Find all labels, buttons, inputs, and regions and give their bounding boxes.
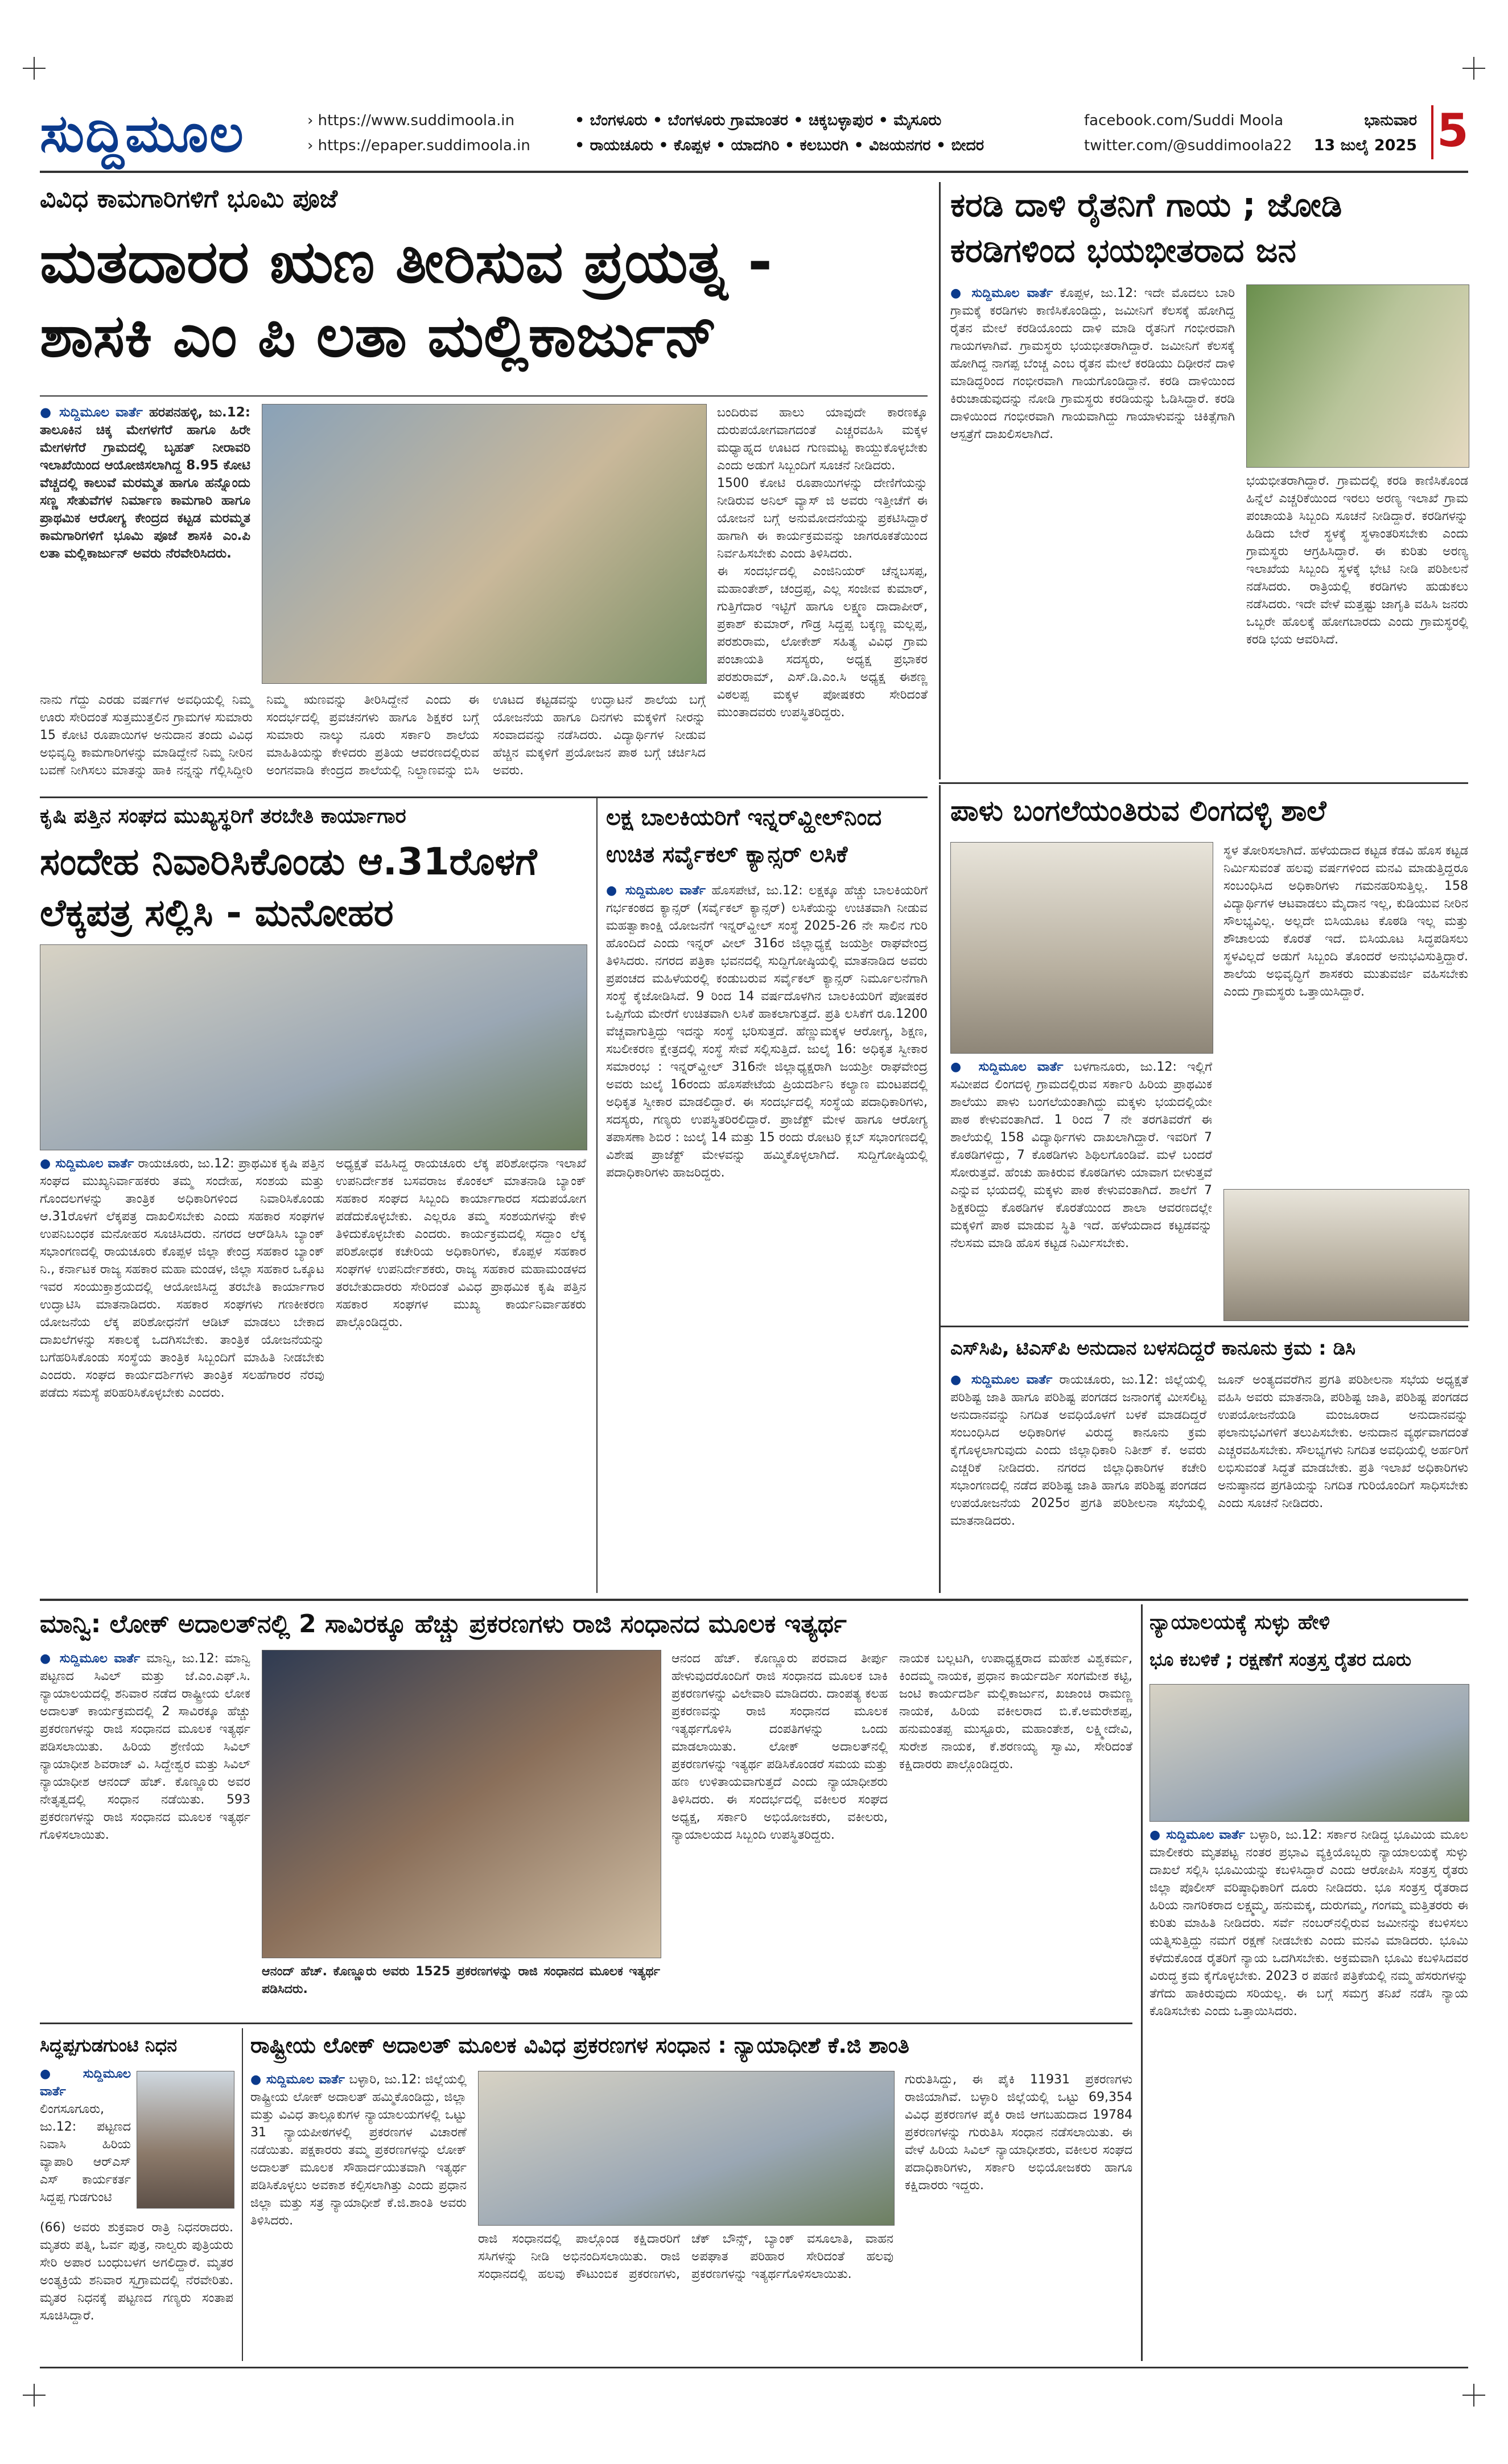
dateline: ಬಳ್ಳಾರಿ, ಜು.12: — [1245, 1828, 1322, 1842]
article-headline: ಕರಡಿ ದಾಳಿ ರೈತನಿಗೆ ಗಾಯ ; ಜೋಡಿ — [950, 185, 1342, 224]
byline: ● ಸುದ್ದಿಮೂಲ ವಾರ್ತೆ — [950, 286, 1053, 300]
article-body: ಆನಂದ ಹೆಚ್. ಕೊಣ್ಣೂರು ಪರವಾದ ತೀರ್ಪು ಹೇಳುವುದರೊಂದಿಗೆ ರಾಜಿ ಸಂಧಾನದ ಮೂಲಕ ಬಾಕಿ ಪ್ರಕರಣಗಳನ್ನು ವಿಲೇವಾರಿ ಮಾಡಿದರು. ದಾಂಪತ್ಯ ಕಲಹ ಪ್ರಕರಣವನ್ನು ರಾಜಿ ಸಂಧಾನದ ಮೂಲಕ ಇತ್ಯರ್ಥಗೊಳಿಸಿ ದಂಪತಿಗಳನ್ನು ಒಂದು ಮಾಡಲಾಯಿತು. ಲೋಕ್ ಅದಾಲತ್‌ನಲ್ಲಿ ಪ್ರಕರಣಗಳನ್ನು ಇತ್ಯರ್ಥ ಪಡಿಸಿಕೊಂಡರೆ ಸಮಯ ಮತ್ತು ಹಣ ಉಳಿತಾಯವಾಗುತ್ತದೆ ಎಂದು ನ್ಯಾಯಾಧೀಶರು ತಿಳಿಸಿದರು. ಈ ಸಂದರ್ಭದಲ್ಲಿ ವಕೀಲರ ಸಂಘದ ಅಧ್ಯಕ್ಷ, ಸರ್ಕಾರಿ ಅಭಿಯೋಜಕರು, ವಕೀಲರು, ನ್ಯಾಯಾಲಯದ ಸಿಬ್ಬಂದಿ ಉಪಸ್ಥಿತರಿದ್ದರು. — [671, 1652, 888, 1842]
column-rule — [1141, 1604, 1143, 2361]
column-rule — [939, 182, 941, 779]
article-body — [606, 882, 928, 1587]
column-rule — [242, 2028, 243, 2361]
article-headline: ರಾಷ್ಟ್ರೀಯ ಲೋಕ್ ಅದಾಲತ್ ಮೂಲಕ ವಿವಿಧ ಪ್ರಕರಣಗಳ ಸಂಧಾನ : ನ್ಯಾಯಾಧೀಶೆ ಕೆ.ಜಿ ಶಾಂತಿ — [250, 2033, 909, 2058]
dateline: ಹೊಸಪೇಟೆ, ಜು.12: — [705, 884, 803, 898]
byline: ● ಸುದ್ದಿಮೂಲ ವಾರ್ತೆ — [40, 1652, 141, 1666]
article-body — [950, 1058, 1212, 1320]
byline: ● ಸುದ್ದಿಮೂಲ ವಾರ್ತೆ — [40, 405, 143, 420]
twitter-link[interactable]: twitter.com/@suddimoola22 — [1084, 137, 1292, 154]
news-photo — [1223, 1189, 1469, 1321]
article-headline: ಭೂ ಕಬಳಿಕೆ ; ರಕ್ಷಣೆಗೆ ಸಂತ್ರಸ್ತ ರೈತರ ದೂರು — [1149, 1649, 1412, 1670]
article-body — [950, 284, 1235, 563]
masthead-rule — [40, 171, 1468, 173]
cities-line: • ರಾಯಚೂರು • ಕೊಪ್ಪಳ • ಯಾದಗಿರಿ • ಕಲಬುರಗಿ • ವಿಜಯನಗರ • ಬೀದರ — [575, 137, 984, 154]
article-body: ನಾಯಕ ಬಲ್ಲಟಗಿ, ಉಪಾಧ್ಯಕ್ಷರಾದ ಮಹೇಶ ವಿಶ್ವಕರ್ಮ, ಕಿಂದಮ್ಮ ನಾಯಕ, ಪ್ರಧಾನ ಕಾರ್ಯದರ್ಶಿ ಸಂಗಮೇಶ ಕಟ್ಟಿ, ಜಂಟಿ ಕಾರ್ಯದರ್ಶಿ ಮಲ್ಲಿಕಾರ್ಜುನ, ಖಜಾಂಚಿ ರಾಮಣ್ಣ ನಾಯಕ, ಹಿರಿಯ ವಕೀಲರಾದ ಬಿ.ಕೆ.ಅಮರೇಶಪ್ಪ, ಹನುಮಂತಪ್ಪ ಮುಸ್ಟೂರು, ಮಹಾಂತೇಶ, ಲಕ್ಷ್ಮೀದೇವಿ, ಸುರೇಶ ನಾಯಕ, ಕೆ.ಶರಣಯ್ಯ ಸ್ವಾಮಿ, ಸೇರಿದಂತೆ ಕಕ್ಷಿದಾರರು ಪಾಲ್ಗೊಂಡಿದ್ದರು. — [899, 1652, 1132, 1772]
divider — [939, 782, 1468, 784]
article-body: ಸ್ಥಳ ತೋರಿಸಲಾಗಿದೆ. ಹಳೆಯದಾದ ಕಟ್ಟಡ ಕೆಡವಿ ಹೊಸ ಕಟ್ಟಡ ನಿರ್ಮಿಸುವಂತೆ ಹಲವು ವರ್ಷಗಳಿಂದ ಮನವಿ ಮಾಡುತ್ತಿದ್ದರೂ ಸಂಬಂಧಿಸಿದ ಅಧಿಕಾರಿಗಳು ಗಮನಹರಿಸುತ್ತಿಲ್ಲ. 158 ವಿದ್ಯಾರ್ಥಿಗಳ ಆಟವಾಡಲು ಮೈದಾನ ಇಲ್ಲ, ಕುಡಿಯುವ ನೀರಿನ ಸೌಲಭ್ಯವಿಲ್ಲ. ಅಲ್ಲದೇ ಬಿಸಿಯೂಟ ಕೊಠಡಿ ಇಲ್ಲ ಮತ್ತು ಶೌಚಾಲಯ ಕೊರತೆ ಇದೆ. ಬಿಸಿಯೂಟ ಸಿದ್ಧಪಡಿಸಲು ಸ್ಥಳವಿಲ್ಲದೆ ಅಡುಗೆ ಸಿಬ್ಬಂದಿ ತೊಂದರೆ ಅನುಭವಿಸುತ್ತಿದ್ದಾರೆ. ಶಾಲೆಯ ಅಭಿವೃದ್ಧಿಗೆ ಶಾಸಕರು ಮುತುವರ್ಜಿ ವಹಿಸಬೇಕು ಎಂದು ಗ್ರಾಮಸ್ಥರು ಒತ್ತಾಯಿಸಿದ್ದಾರೆ. — [1223, 844, 1468, 999]
article-kicker: ಕೃಷಿ ಪತ್ತಿನ ಸಂಘದ ಮುಖ್ಯಸ್ಥರಿಗೆ ತರಬೇತಿ ಕಾರ್ಯಾಗಾರ — [40, 804, 406, 828]
masthead-logo: ಸುದ್ದಿಮೂಲ — [40, 103, 245, 164]
article-headline: ಮತದಾರರ ಋಣ ತೀರಿಸುವ ಪ್ರಯತ್ನ - — [40, 227, 773, 296]
article-body — [250, 2071, 467, 2361]
byline: ● ಸುದ್ದಿಮೂಲ ವಾರ್ತೆ — [250, 2073, 345, 2087]
article-body: ನಾನು ಗೆದ್ದು ಎರಡು ವರ್ಷಗಳ ಅವಧಿಯಲ್ಲಿ ನಿಮ್ಮ ಊರು ಸೇರಿದಂತೆ ಸುತ್ತಮುತ್ತಲಿನ ಗ್ರಾಮಗಳ ಸುಮಾರು 15 ಕೋಟಿ ರೂಪಾಯಿಗಳ ಅನುದಾನ ತಂದು ವಿವಿಧ ಅಭಿವೃದ್ಧಿ ಕಾಮಗಾರಿಗಳನ್ನು ಮಾಡಿದ್ದೇನೆ ನಿಮ್ಮ ನೀರಿನ ಬವಣೆ ನೀಗಿಸಲು ಮಾತನ್ನು ಹಾಕಿ ನನ್ನನ್ನು ಗೆಲ್ಲಿಸಿದ್ದೀರಿ ನಿಮ್ಮ ಋಣವನ್ನು ತೀರಿಸಿದ್ದೇನೆ ಎಂದು ಈ ಸಂದರ್ಭದಲ್ಲಿ ಪ್ರವಚನಗಳು ಹಾಗೂ ಶಿಕ್ಷಕರ ಬಗ್ಗೆ ಸುಮಾರು ನಾಲ್ಕು ನೂರು ಸರ್ಕಾರಿ ಶಾಲೆಯ ಮಾಹಿತಿಯನ್ನು ಕೇಳಿದರು ಪ್ರತಿಯ ಆವರಣದಲ್ಲಿರುವ ಅಂಗನವಾಡಿ ಕೇಂದ್ರದ ಶಾಲೆಯಲ್ಲಿ ನಿಲ್ದಾಣವನ್ನು ಬಿಸಿ ಊಟದ ಕಟ್ಟಡವನ್ನು ಉದ್ಘಾಟನೆ ಶಾಲೆಯ ಬಗ್ಗೆ ಯೋಜನೆಯ ಹಾಗೂ ದಿನಗಳು ಮಕ್ಕಳಿಗೆ ನೀರನ್ನು ಸಂವಾದವನ್ನು ನಡೆಸಿದರು. ವಿದ್ಯಾರ್ಥಿಗಳ ನೀಡುವ ಹೆಚ್ಚಿನ ಮಕ್ಕಳಿಗೆ ಪ್ರಯೋಜನ ಪಾಠ ಬಗ್ಗೆ ಚರ್ಚಿಸಿದ ಅವರು. — [40, 693, 706, 778]
body-text: ಇಲ್ಲಿಗೆ ಸಮೀಪದ ಲಿಂಗದಳ್ಳಿ ಗ್ರಾಮದಲ್ಲಿರುವ ಸರ್ಕಾರಿ ಹಿರಿಯ ಪ್ರಾಥಮಿಕ ಶಾಲೆಯು ಪಾಳು ಬಂಗಲೆಯಂತಾಗಿದ್ದು ಮಕ್ಕಳು ಭಯದಲ್ಲಿಯೇ ಪಾಠ ಕೇಳುವಂತಾಗಿದೆ. 1 ರಿಂದ 7 ನೇ ತರಗತಿವರೆಗೆ ಈ ಶಾಲೆಯಲ್ಲಿ 158 ವಿದ್ಯಾರ್ಥಿಗಳು ದಾಖಲಾಗಿದ್ದಾರೆ. ಇವರಿಗೆ 7 ಕೊಠಡಿಗಳಿದ್ದು, 7 ಕೊಠಡಿಗಳು ಶಿಥಿಲಗೊಂಡಿವೆ. ಮಳೆ ಬಂದರೆ ಸೋರುತ್ತವೆ. ಹೆಂಚು ಹಾಕಿರುವ ಕೊಠಡಿಗಳು ಯಾವಾಗ ಬೀಳುತ್ತವೆ ಎನ್ನುವ ಭಯದಲ್ಲಿ ಮಕ್ಕಳು ಪಾಠ ಕೇಳುವಂತಾಗಿದೆ. ಶಾಲೆಗೆ 7 ಶಿಕ್ಷಕರಿದ್ದು ಕೊಠಡಿಗಳ ಕೊರತೆಯಿಂದ ಶಾಲಾ ಆವರಣದಲ್ಲೇ ಮಕ್ಕಳಿಗೆ ಪಾಠ ಮಾಡುವ ಸ್ಥಿತಿ ಇದೆ. ಹಳೆಯದಾದ ಕಟ್ಟಡವನ್ನು ನೆಲಸಮ ಮಾಡಿ ಹೊಸ ಕಟ್ಟಡ ನಿರ್ಮಿಸಬೇಕು. — [950, 1060, 1212, 1250]
registration-mark — [1462, 57, 1485, 80]
news-photo — [1149, 1684, 1469, 1822]
body-text: ಪ್ರಾಥಮಿಕ ಕೃಷಿ ಪತ್ತಿನ ಸಂಘದ ಮುಖ್ಯನಿರ್ವಾಹಕರು ತಮ್ಮ ಸಂದೇಹ, ಸಂಶಯ ಮತ್ತು ಗೊಂದಲಗಳನ್ನು ತಾಂತ್ರಿಕ ಅಧಿಕಾರಿಗಳಿಂದ ನಿವಾರಿಸಿಕೊಂಡು ಆ.31ರೊಳಗೆ ಲೆಕ್ಕಪತ್ರ ದಾಖಲಿಸಬೇಕು ಎಂದು ಸಹಕಾರ ಸಂಘಗಳ ಉಪನಿಬಂಧಕ ಮನೋಹರ ಸೂಚಿಸಿದರು. ನಗರದ ಆರ್‌ಡಿಸಿಸಿ ಬ್ಯಾಂಕ್ ಸಭಾಂಗಣದಲ್ಲಿ ರಾಯಚೂರು ಕೊಪ್ಪಳ ಜಿಲ್ಲಾ ಕೇಂದ್ರ ಸಹಕಾರ ಬ್ಯಾಂಕ್ ನಿ., ಕರ್ನಾಟಕ ರಾಜ್ಯ ಸಹಕಾರ ಮಹಾ ಮಂಡಳ, ಜಿಲ್ಲಾ ಸಹಕಾರ ಒಕ್ಕೂಟ ಇವರ ಸಂಯುಕ್ತಾಶ್ರಯದಲ್ಲಿ ಆಯೋಜಿಸಿದ್ದ ತರಬೇತಿ ಕಾರ್ಯಾಗಾರ ಉದ್ಘಾಟಿಸಿ ಮಾತನಾಡಿದರು. ಸಹಕಾರ ಸಂಘಗಳು ಗಣಕೀಕರಣ ಯೋಜನೆಯ ಲೆಕ್ಕ ಪರಿಶೋಧನೆಗೆ ಆಡಿಟ್ ಮಾಡಲು ಬೇಕಾದ ದಾಖಲೆಗಳನ್ನು ಸಕಾಲಕ್ಕೆ ಒದಗಿಸಬೇಕು. ತಾಂತ್ರಿಕ ಯೋಜನೆಯನ್ನು ಬಗೆಹರಿಸಿಕೊಂಡು ಸಂಸ್ಥೆಯ ತಾಂತ್ರಿಕ ಸಿಬ್ಬಂದಿಗೆ ಮಾಹಿತಿ ನೀಡಬೇಕು ಎಂದರು. ಸಂಘದ ಕಾರ್ಯದರ್ಶಿಗಳು ತಾಂತ್ರಿಕ ಸಲಹೆಗಾರರ ನೆರವು ಪಡೆದು ಸಮಸ್ಯೆ ಪರಿಹರಿಸಿಕೊಳ್ಳಬೇಕು ಎಂದರು. — [40, 1157, 324, 1400]
dateline: ಕೊಪ್ಪಳ, ಜು.12: — [1053, 286, 1138, 300]
date-label: 13 ಜುಲೈ 2025 — [1313, 137, 1417, 154]
lead-text: ತಾಲೂಕಿನ ಚಿಕ್ಕ ಮೇಗಳಗೆರೆ ಹಾಗೂ ಹಿರೇ ಮೇಗಳಗೆರೆ ಗ್ರಾಮದಲ್ಲಿ ಬೃಹತ್ ನೀರಾವರಿ ಇಲಾಖೆಯಿಂದ ಆಯೋಜಿಸಲಾಗಿದ್ದ 8.95 ಕೋಟಿ ವೆಚ್ಚದಲ್ಲಿ ಕಾಲುವೆ ಮರಮ್ಮತ ಹಾಗೂ ಹನ್ನೊಂದು ಸಣ್ಣ ಸೇತುವೆಗಳ ನಿರ್ಮಾಣ ಕಾಮಗಾರಿ ಹಾಗೂ ಪ್ರಾಥಮಿಕ ಆರೋಗ್ಯ ಕೇಂದ್ರದ ಕಟ್ಟಡ ಮರಮ್ಮತ ಕಾಮಗಾರಿಗಳಿಗೆ ಭೂಮಿ ಪೂಜೆ ಶಾಸಕಿ ಎಂ.ಪಿ ಲತಾ ಮಲ್ಲಿಕಾರ್ಜುನ್ ಅವರು ನೆರವೇರಿಸಿದರು. — [40, 423, 250, 561]
article-body: ಭಯಭೀತರಾಗಿದ್ದಾರೆ. ಗ್ರಾಮದಲ್ಲಿ ಕರಡಿ ಕಾಣಿಸಿಕೊಂಡ ಹಿನ್ನೆಲೆ ಎಚ್ಚರಿಕೆಯಿಂದ ಇರಲು ಅರಣ್ಯ ಇಲಾಖೆ ಗ್ರಾಮ ಪಂಚಾಯತಿ ಸಿಬ್ಬಂದಿ ಸೂಚನೆ ನೀಡಿದ್ದಾರೆ. ಕರಡಿಗಳನ್ನು ಹಿಡಿದು ಬೇರೆ ಸ್ಥಳಕ್ಕೆ ಸ್ಥಳಾಂತರಿಸಬೇಕು ಎಂದು ಗ್ರಾಮಸ್ಥರು ಆಗ್ರಹಿಸಿದ್ದಾರೆ. ಈ ಕುರಿತು ಅರಣ್ಯ ಇಲಾಖೆಯ ಸಿಬ್ಬಂದಿ ಸ್ಥಳಕ್ಕೆ ಭೇಟಿ ನೀಡಿ ಪರಿಶೀಲನೆ ನಡೆಸಿದರು. ರಾತ್ರಿಯಲ್ಲಿ ಕರಡಿಗಳು ಹುಡುಕಲು ನಡೆಸಿದರು. ಇದೇ ವೇಳೆ ಮತ್ತಷ್ಟು ಜಾಗೃತಿ ವಹಿಸಿ ಜನರು ಒಬ್ಬರೇ ಹೊಲಕ್ಕೆ ಹೋಗಬಾರದು ಎಂದು ಗ್ರಾಮಸ್ಥರಲ್ಲಿ ಕರಡಿ ಭಯ ಆವರಿಸಿದೆ. — [1246, 474, 1468, 647]
epaper-link[interactable]: › https://epaper.suddimoola.in — [307, 137, 530, 154]
article-headline: ಎಸ್‌ಸಿಪಿ, ಟಿಎಸ್‌ಪಿ ಅನುದಾನ ಬಳಸದಿದ್ದರೆ ಕಾನೂನು ಕ್ರಮ : ಡಿಸಿ — [950, 1337, 1356, 1360]
article-headline: ಕರಡಿಗಳಿಂದ ಭಯಭೀತರಾದ ಜನ — [950, 231, 1296, 270]
article-body — [1149, 1826, 1468, 2361]
registration-mark — [1462, 2384, 1485, 2407]
article-body: ಗುರುತಿಸಿದ್ದು, ಈ ಪೈಕಿ 11931 ಪ್ರಕರಣಗಳು ರಾಜಿಯಾಗಿವೆ. ಬಳ್ಳಾರಿ ಜಿಲ್ಲೆಯಲ್ಲಿ ಒಟ್ಟು 69,354 ವಿವಿಧ ಪ್ರಕರಣಗಳ ಪೈಕಿ ರಾಜಿ ಆಗಬಹುದಾದ 19784 ಪ್ರಕರಣಗಳನ್ನು ಗುರುತಿಸಿ ಸಂಧಾನ ನಡೆಸಲಾಯಿತು. ಈ ವೇಳೆ ಹಿರಿಯ ಸಿವಿಲ್ ನ್ಯಾಯಾಧೀಶರು, ವಕೀಲರ ಸಂಘದ ಪದಾಧಿಕಾರಿಗಳು, ಸರ್ಕಾರಿ ಅಭಿಯೋಜಕರು ಹಾಗೂ ಕಕ್ಷಿದಾರರು ಇದ್ದರು. — [905, 2073, 1132, 2193]
news-photo — [262, 404, 707, 684]
news-photo — [1246, 284, 1469, 468]
byline: ● ಸುದ್ದಿಮೂಲ ವಾರ್ತೆ — [40, 2067, 131, 2099]
dateline: ಮಾನ್ವಿ, ಜು.12: — [140, 1652, 219, 1666]
photo-caption: ಆನಂದ್ ಹೆಚ್. ಕೊಣ್ಣೂರು ಅವರು 1525 ಪ್ರಕರಣಗಳನ್ನು ರಾಜಿ ಸಂಧಾನದ ಮೂಲಕ ಇತ್ಯರ್ಥ ಪಡಿಸಿದರು. — [262, 1964, 660, 1996]
body-text: ಮಾನ್ವಿ ಪಟ್ಟಣದ ಸಿವಿಲ್ ಮತ್ತು ಜೆ.ಎಂ.ಎಫ್.ಸಿ. ನ್ಯಾಯಾಲಯದಲ್ಲಿ ಶನಿವಾರ ನಡೆದ ರಾಷ್ಟ್ರೀಯ ಲೋಕ ಅದಾಲತ್ ಕಾರ್ಯಕ್ರಮದಲ್ಲಿ 2 ಸಾವಿರಕ್ಕೂ ಹೆಚ್ಚು ಪ್ರಕರಣಗಳನ್ನು ರಾಜಿ ಸಂಧಾನದ ಮೂಲಕ ಇತ್ಯರ್ಥ ಪಡಿಸಲಾಯಿತು. ಹಿರಿಯ ಶ್ರೇಣಿಯ ಸಿವಿಲ್ ನ್ಯಾಯಾಧೀಶ ಶಿವರಾಜ್ ವಿ. ಸಿದ್ದೇಶ್ವರ ಮತ್ತು ಸಿವಿಲ್ ನ್ಯಾಯಾಧೀಶ ಆನಂದ್ ಹೆಚ್. ಕೊಣ್ಣೂರು ಅವರ ನೇತೃತ್ವದಲ್ಲಿ ಸಂಧಾನ ನಡೆಯಿತು. 593 ಪ್ರಕರಣಗಳನ್ನು ರಾಜಿ ಸಂಧಾನದ ಮೂಲಕ ಇತ್ಯರ್ಥ ಗೊಳಿಸಲಾಯಿತು. — [40, 1652, 250, 1842]
article-body: (66) ಅವರು ಶುಕ್ರವಾರ ರಾತ್ರಿ ನಿಧನರಾದರು. ಮೃತರು ಪತ್ನಿ, ಓರ್ವ ಪುತ್ರ, ನಾಲ್ವರು ಪುತ್ರಿಯರು ಸೇರಿ ಅಪಾರ ಬಂಧುಬಳಗ ಅಗಲಿದ್ದಾರೆ. ಮೃತರ ಅಂತ್ಯಕ್ರಿಯೆ ಶನಿವಾರ ಸ್ವಗ್ರಾಮದಲ್ಲಿ ನೆರವೇರಿತು. ಮೃತರ ನಿಧನಕ್ಕೆ ಪಟ್ಟಣದ ಗಣ್ಯರು ಸಂತಾಪ ಸೂಚಿಸಿದ್ದಾರೆ. — [40, 2221, 233, 2323]
cities-line: • ಬೆಂಗಳೂರು • ಬೆಂಗಳೂರು ಗ್ರಾಮಾಂತರ • ಚಿಕ್ಕಬಳ್ಳಾಪುರ • ಮೈಸೂರು — [575, 112, 942, 129]
website-link[interactable]: › https://www.suddimoola.in — [307, 112, 515, 129]
article-body — [40, 1155, 324, 1587]
body-text: ಜಿಲ್ಲೆಯಲ್ಲಿ ರಾಷ್ಟ್ರೀಯ ಲೋಕ್ ಅದಾಲತ್ ಹಮ್ಮಿಕೊಂಡಿದ್ದು, ಜಿಲ್ಲಾ ಮತ್ತು ವಿವಿಧ ತಾಲ್ಲೂಕುಗಳ ನ್ಯಾಯಾಲಯಗಳಲ್ಲಿ ಒಟ್ಟು 31 ನ್ಯಾಯಪೀಠಗಳಲ್ಲಿ ಪ್ರಕರಣಗಳ ವಿಚಾರಣೆ ನಡೆಯಿತು. ಪಕ್ಷಕಾರರು ತಮ್ಮ ಪ್ರಕರಣಗಳನ್ನು ಲೋಕ್ ಅದಾಲತ್ ಮೂಲಕ ಸೌಹಾರ್ದಯುತವಾಗಿ ಇತ್ಯರ್ಥ ಪಡಿಸಿಕೊಳ್ಳಲು ಅವಕಾಶ ಕಲ್ಪಿಸಲಾಗಿತ್ತು ಎಂದು ಪ್ರಧಾನ ಜಿಲ್ಲಾ ಮತ್ತು ಸತ್ರ ನ್ಯಾಯಾಧೀಶೆ ಕೆ.ಜಿ.ಶಾಂತಿ ಅವರು ತಿಳಿಸಿದರು. — [250, 2073, 467, 2228]
page-bottom-rule — [40, 2367, 1468, 2368]
portrait-photo — [137, 2071, 234, 2209]
body-text: ಜಿಲ್ಲೆಯಲ್ಲಿ ಪರಿಶಿಷ್ಟ ಜಾತಿ ಹಾಗೂ ಪರಿಶಿಷ್ಟ ಪಂಗಡದ ಜನಾಂಗಕ್ಕೆ ಮೀಸಲಿಟ್ಟ ಅನುದಾನವನ್ನು ನಿಗದಿತ ಅವಧಿಯೊಳಗೆ ಬಳಕೆ ಮಾಡದಿದ್ದರೆ ಸಂಬಂಧಿಸಿದ ಅಧಿಕಾರಿಗಳ ವಿರುದ್ಧ ಕಾನೂನು ಕ್ರಮ ಕೈಗೊಳ್ಳಲಾಗುವುದು ಎಂದು ಜಿಲ್ಲಾಧಿಕಾರಿ ನಿತೀಶ್ ಕೆ. ಅವರು ಎಚ್ಚರಿಕೆ ನೀಡಿದರು. ನಗರದ ಜಿಲ್ಲಾಧಿಕಾರಿಗಳ ಕಚೇರಿ ಸಭಾಂಗಣದಲ್ಲಿ ನಡೆದ ಪರಿಶಿಷ್ಟ ಜಾತಿ ಹಾಗೂ ಪರಿಶಿಷ್ಟ ಪಂಗಡದ ಉಪಯೋಜನೆಯ 2025ರ ಪ್ರಗತಿ ಪರಿಶೀಲನಾ ಸಭೆಯಲ್ಲಿ ಮಾತನಾಡಿದರು. — [950, 1373, 1206, 1528]
divider — [40, 796, 928, 798]
masthead-cities — [575, 108, 984, 158]
article-headline: ಲೆಕ್ಕಪತ್ರ ಸಲ್ಲಿಸಿ - ಮನೋಹರ — [40, 891, 394, 935]
facebook-link[interactable]: facebook.com/Suddi Moola — [1084, 112, 1284, 129]
news-photo — [40, 944, 587, 1150]
divider — [939, 1326, 1468, 1327]
column-rule — [596, 796, 598, 1593]
news-photo — [478, 2071, 895, 2226]
article-body: ಜೂನ್ ಅಂತ್ಯದವರೆಗಿನ ಪ್ರಗತಿ ಪರಿಶೀಲನಾ ಸಭೆಯ ಅಧ್ಯಕ್ಷತೆ ವಹಿಸಿ ಅವರು ಮಾತನಾಡಿ, ಪರಿಶಿಷ್ಟ ಜಾತಿ, ಪರಿಶಿಷ್ಟ ಪಂಗಡದ ಉಪಯೋಜನೆಯಡಿ ಮಂಜೂರಾದ ಅನುದಾನವನ್ನು ಫಲಾನುಭವಿಗಳಿಗೆ ತಲುಪಿಸಬೇಕು. ಅನುದಾನ ವ್ಯರ್ಥವಾಗದಂತೆ ಎಚ್ಚರವಹಿಸಬೇಕು. ಸೌಲಭ್ಯಗಳು ನಿಗದಿತ ಅವಧಿಯಲ್ಲಿ ಅರ್ಹರಿಗೆ ಲಭಿಸುವಂತೆ ಸಿದ್ಧತೆ ಮಾಡಬೇಕು. ಪ್ರತಿ ಇಲಾಖೆ ಅಧಿಕಾರಿಗಳು ಅನುಷ್ಠಾನದ ಪ್ರಗತಿಯನ್ನು ನಿಗದಿತ ಗುರಿಯೊಂದಿಗೆ ಸಾಧಿಸಬೇಕು ಎಂದು ಸೂಚನೆ ನೀಡಿದರು. — [1218, 1373, 1468, 1510]
article-headline: ಪಾಳು ಬಂಗಲೆಯಂತಿರುವ ಲಿಂಗದಳ್ಳಿ ಶಾಲೆ — [950, 794, 1326, 827]
article-body — [40, 2065, 131, 2219]
body-text: ಲಕ್ಷಕ್ಕೂ ಹೆಚ್ಚು ಬಾಲಕಿಯರಿಗೆ ಗರ್ಭಕಂಠದ ಕ್ಯಾನ್ಸರ್ (ಸರ್ವೈಕಲ್ ಕ್ಯಾನ್ಸರ್) ಲಸಿಕೆಯನ್ನು ಉಚಿತವಾಗಿ ನೀಡುವ ಮಹತ್ವಾಕಾಂಕ್ಷಿ ಯೋಜನೆಗೆ ಇನ್ನರ್‌ವ್ಹೀಲ್ ಸಂಸ್ಥೆ 2025-26 ನೇ ಸಾಲಿನ ಗುರಿ ಹೊಂದಿದೆ ಎಂದು ಇನ್ನರ್ ವೀಲ್ 316ರ ಜಿಲ್ಲಾಧ್ಯಕ್ಷೆ ಜಯಶ್ರೀ ರಾಘವೇಂದ್ರ ತಿಳಿಸಿದರು. ನಗರದ ಪತ್ರಿಕಾ ಭವನದಲ್ಲಿ ಸುದ್ದಿಗೋಷ್ಠಿಯಲ್ಲಿ ಮಾತನಾಡಿದ ಅವರು ಪ್ರಪಂಚದ ಮಹಿಳೆಯರಲ್ಲಿ ಕಂಡುಬರುವ ಸರ್ವೈಕಲ್ ಕ್ಯಾನ್ಸರ್ ನಿರ್ಮೂಲನೆಗಾಗಿ ಸಂಸ್ಥೆ ಕೈಜೋಡಿಸಿದೆ. 9 ರಿಂದ 14 ವರ್ಷದೊಳಗಿನ ಬಾಲಕಿಯರಿಗೆ ಪೋಷಕರ ಒಪ್ಪಿಗೆಯ ಮೇರೆಗೆ ಉಚಿತವಾಗಿ ಲಸಿಕೆ ಹಾಕಲಾಗುತ್ತದೆ. ಪ್ರತಿ ಲಸಿಕೆಗೆ ರೂ.1200 ವೆಚ್ಚವಾಗುತ್ತಿದ್ದು ಇದನ್ನು ಸಂಸ್ಥೆ ಭರಿಸುತ್ತದೆ. ಹೆಣ್ಣುಮಕ್ಕಳ ಆರೋಗ್ಯ, ಶಿಕ್ಷಣ, ಸಬಲೀಕರಣ ಕ್ಷೇತ್ರದಲ್ಲಿ ಸಂಸ್ಥೆ ಸೇವೆ ಸಲ್ಲಿಸುತ್ತಿದೆ. ಜುಲೈ 16: ಅಧಿಕೃತ ಸ್ವೀಕಾರ ಸಮಾರಂಭ : ಇನ್ನರ್‌ವ್ಹೀಲ್ 316ನೇ ಜಿಲ್ಲಾಧ್ಯಕ್ಷರಾಗಿ ಜಯಶ್ರೀ ರಾಘವೇಂದ್ರ ಅವರು ಜುಲೈ 16ರಂದು ಹೊಸಪೇಟೆಯ ಪ್ರಿಯದರ್ಶಿನಿ ಕಲ್ಯಾಣ ಮಂಟಪದಲ್ಲಿ ಅಧಿಕೃತ ಸ್ವೀಕಾರ ಮಾಡಲಿದ್ದಾರೆ. ಈ ಸಂದರ್ಭದಲ್ಲಿ ಸಂಸ್ಥೆಯ ಪದಾಧಿಕಾರಿಗಳು, ಸದಸ್ಯರು, ಗಣ್ಯರು ಉಪಸ್ಥಿತರಿರಲಿದ್ದಾರೆ. ಪ್ರಾಜೆಕ್ಟ್ ಮೇಳ ಹಾಗೂ ಆರೋಗ್ಯ ತಪಾಸಣಾ ಶಿಬಿರ : ಜುಲೈ 14 ಮತ್ತು 15 ರಂದು ರೋಟರಿ ಕ್ಲಬ್ ಸಭಾಂಗಣದಲ್ಲಿ ವಿಶೇಷ ಪ್ರಾಜೆಕ್ಟ್ ಮೇಳವನ್ನು ಹಮ್ಮಿಕೊಳ್ಳಲಾಗಿದೆ. ಸುದ್ದಿಗೋಷ್ಠಿಯಲ್ಲಿ ಪದಾಧಿಕಾರಿಗಳು ಹಾಜರಿದ್ದರು. — [606, 884, 928, 1180]
byline: ● ಸುದ್ದಿಮೂಲ ವಾರ್ತೆ — [1149, 1828, 1246, 1842]
article-body — [950, 1371, 1206, 1593]
byline: ● ಸುದ್ದಿಮೂಲ ವಾರ್ತೆ — [606, 884, 706, 898]
masthead-urls — [307, 108, 530, 158]
registration-mark — [23, 57, 46, 80]
day-label: ಭಾನುವಾರ — [1364, 112, 1417, 129]
byline: ● ಸುದ್ದಿಮೂಲ ವಾರ್ತೆ — [40, 1157, 134, 1171]
article-headline: ಶಾಸಕಿ ಎಂ ಪಿ ಲತಾ ಮಲ್ಲಿಕಾರ್ಜುನ್ — [40, 301, 718, 370]
article-headline: ಸಿದ್ಧಪ್ಪಗುಡಗುಂಟಿ ನಿಧನ — [40, 2034, 178, 2056]
article-headline: ಉಚಿತ ಸರ್ವೈಕಲ್ ಕ್ಯಾನ್ಸರ್ ಲಸಿಕೆ — [606, 841, 848, 868]
article-headline: ಮಾನ್ವಿ: ಲೋಕ್ ಅದಾಲತ್‌ನಲ್ಲಿ 2 ಸಾವಿರಕ್ಕೂ ಹೆಚ್ಚು ಪ್ರಕರಣಗಳು ರಾಜಿ ಸಂಧಾನದ ಮೂಲಕ ಇತ್ಯರ್ಥ — [40, 1609, 847, 1638]
article-headline: ಲಕ್ಷ ಬಾಲಕಿಯರಿಗೆ ಇನ್ನರ್‌ವ್ಹೀಲ್‌ನಿಂದ — [606, 804, 882, 831]
dateline: ಲಿಂಗಸೂಗೂರು, ಜು.12: — [40, 2102, 104, 2134]
article-body: ಅಧ್ಯಕ್ಷತೆ ವಹಿಸಿದ್ದ ರಾಯಚೂರು ಲೆಕ್ಕ ಪರಿಶೋಧನಾ ಇಲಾಖೆ ಉಪನಿರ್ದೇಶಕ ಬಸವರಾಜ ಕೊಂಕಲ್ ಮಾತನಾಡಿ ಬ್ಯಾಂಕ್ ಸಹಕಾರ ಸಂಘದ ಸಿಬ್ಬಂದಿ ಕಾರ್ಯಾಗಾರದ ಸದುಪಯೋಗ ಪಡೆದುಕೊಳ್ಳಬೇಕು. ಎಲ್ಲರೂ ತಮ್ಮ ಸಂಶಯಗಳನ್ನು ಕೇಳಿ ತಿಳಿದುಕೊಳ್ಳಬೇಕು ಎಂದರು. ಕಾರ್ಯಕ್ರಮದಲ್ಲಿ ಸದ್ದಾಂ ಲೆಕ್ಕ ಪರಿಶೋಧಕ ಕಚೇರಿಯ ಅಧಿಕಾರಿಗಳು, ಕೊಪ್ಪಳ ಸಹಕಾರ ಸಂಘಗಳ ಉಪನಿರ್ದೇಶಕರು, ರಾಜ್ಯ ಸಹಕಾರ ಮಹಾಮಂಡಳದ ತರಬೇತುದಾರರು ಸೇರಿದಂತೆ ವಿವಿಧ ಪ್ರಾಥಮಿಕ ಕೃಷಿ ಪತ್ತಿನ ಸಹಕಾರ ಸಂಘಗಳ ಮುಖ್ಯ ಕಾರ್ಯನಿರ್ವಾಹಕರು ಪಾಲ್ಗೊಂಡಿದ್ದರು. — [336, 1157, 586, 1330]
news-photo — [950, 842, 1213, 1054]
byline: ● ಸುದ್ದಿಮೂಲ ವಾರ್ತೆ — [950, 1060, 1064, 1074]
body-text: ಸರ್ಕಾರ ನೀಡಿದ್ದ ಭೂಮಿಯ ಮೂಲ ಮಾಲೀಕರು ಮೃತಪಟ್ಟ ನಂತರ ಪ್ರಭಾವಿ ವ್ಯಕ್ತಿಯೊಬ್ಬರು ನ್ಯಾಯಾಲಯಕ್ಕೆ ಸುಳ್ಳು ದಾಖಲೆ ಸಲ್ಲಿಸಿ ಭೂಮಿಯನ್ನು ಕಬಳಿಸಿದ್ದಾರೆ ಎಂದು ಆರೋಪಿಸಿ ಸಂತ್ರಸ್ತ ರೈತರು ಜಿಲ್ಲಾ ಪೊಲೀಸ್ ವರಿಷ್ಠಾಧಿಕಾರಿಗೆ ದೂರು ನೀಡಿದರು. ಭೂ ಸಂತ್ರಸ್ತ ರೈತರಾದ ಹಿರಿಯ ನಾಗರಿಕರಾದ ಲಕ್ಷ್ಮಮ್ಮ, ಹನುಮಕ್ಕ, ದುರುಗಮ್ಮ, ಗಂಗಮ್ಮ ಮತ್ತಿತರರು ಈ ಕುರಿತು ಮಾಹಿತಿ ನೀಡಿದರು. ಸರ್ವೆ ನಂಬರ್‌ನಲ್ಲಿರುವ ಜಮೀನನ್ನು ಕಬಳಿಸಲು ಯತ್ನಿಸುತ್ತಿದ್ದು ನಮಗೆ ರಕ್ಷಣೆ ನೀಡಬೇಕು ಎಂದು ಮನವಿ ಮಾಡಿದರು. ಭೂಮಿ ಕಳೆದುಕೊಂಡ ರೈತರಿಗೆ ನ್ಯಾಯ ಒದಗಿಸಬೇಕು. ಅಕ್ರಮವಾಗಿ ಭೂಮಿ ಕಬಳಿಸಿದವರ ವಿರುದ್ಧ ಕ್ರಮ ಕೈಗೊಳ್ಳಬೇಕು. 2023 ರ ಪಹಣಿ ಪತ್ರಿಕೆಯಲ್ಲಿ ನಮ್ಮ ಹೆಸರುಗಳನ್ನು ತೆಗೆದು ಹಾಕಿರುವುದು ಸರಿಯಲ್ಲ. ಈ ಬಗ್ಗೆ ಸಮಗ್ರ ತನಿಖೆ ನಡೆಸಿ ನ್ಯಾಯ ಕೊಡಿಸಬೇಕು ಎಂದು ಒತ್ತಾಯಿಸಿದರು. — [1149, 1828, 1468, 2019]
article-headline: ಸಂದೇಹ ನಿವಾರಿಸಿಕೊಂಡು ಆ.31ರೊಳಗೆ — [40, 840, 537, 884]
registration-mark — [23, 2384, 46, 2407]
news-photo — [262, 1650, 661, 1958]
dateline: ರಾಯಚೂರು, ಜು.12: — [1052, 1373, 1159, 1387]
masthead-social — [1084, 108, 1292, 158]
article-headline: ನ್ಯಾಯಾಲಯಕ್ಕೆ ಸುಳ್ಳು ಹೇಳಿ — [1149, 1611, 1330, 1634]
divider — [40, 2023, 1132, 2024]
article-lead — [40, 404, 250, 683]
article-kicker: ವಿವಿಧ ಕಾಮಗಾರಿಗಳಿಗೆ ಭೂಮಿ ಪೂಜೆ — [40, 184, 338, 213]
dateline: ಹರಪನಹಳ್ಳಿ, ಜು.12: — [142, 405, 250, 420]
body-text: ಪಟ್ಟಣದ ನಿವಾಸಿ ಹಿರಿಯ ವ್ಯಾಪಾರಿ ಆರ್‌ಎಸ್ ಎಸ್ ಕಾರ್ಯಕರ್ತ ಸಿದ್ದಪ್ಪ ಗುಡಗುಂಟಿ — [40, 2120, 131, 2205]
divider — [40, 395, 928, 397]
page-number-divider — [1431, 105, 1433, 159]
article-body: ಬಂದಿರುವ ಹಾಲು ಯಾವುದೇ ಕಾರಣಕ್ಕೂ ದುರುಪಯೋಗವಾಗದಂತೆ ಎಚ್ಚರವಹಿಸಿ ಮಕ್ಕಳ ಮಧ್ಯಾಹ್ನದ ಊಟದ ಗುಣಮಟ್ಟ ಕಾಯ್ದುಕೊಳ್ಳಬೇಕು ಎಂದು ಅಡುಗೆ ಸಿಬ್ಬಂದಿಗೆ ಸೂಚನೆ ನೀಡಿದರು. 1500 ಕೋಟಿ ರೂಪಾಯಿಗಳನ್ನು ದೇಣಿಗೆಯನ್ನು ನೀಡಿರುವ ಅನಿಲ್ ವ್ಯಾಸ್ ಜಿ ಅವರು ಇತ್ತೀಚೆಗೆ ಈ ಯೋಜನೆ ಬಗ್ಗೆ ಅನುಮೋದನೆಯನ್ನು ಪ್ರಕಟಿಸಿದ್ದಾರೆ ಹಾಗಾಗಿ ಈ ಕಾರ್ಯಕ್ರಮವನ್ನು ಜಾಗರೂಕತೆಯಿಂದ ನಿರ್ವಹಿಸಬೇಕು ಎಂದು ತಿಳಿಸಿದರು. ಈ ಸಂದರ್ಭದಲ್ಲಿ ಎಂಜಿನಿಯರ್ ಚೆನ್ನಬಸಪ್ಪ, ಮಹಾಂತೇಶ್, ಚಂದ್ರಪ್ಪ, ಎಲ್ಲ ಸಂಜೀವ ಕುಮಾರ್, ಗುತ್ತಿಗೆದಾರ ಇಟ್ಟಿಗೆ ಹಾಗೂ ಲಕ್ಷ್ಮಣ ದಾದಾಪೀರ್, ಪ್ರಕಾಶ್ ಕುಮಾರ್, ಗೌಡ್ರ ಸಿದ್ದಪ್ಪ ಬಕ್ಕಣ್ಣ ಮಲ್ಲಪ್ಪ, ಪರಶುರಾಮ, ಲೋಕೇಶ್ ಸಹಿತ್ಯ ವಿವಿಧ ಗ್ರಾಮ ಪಂಚಾಯತಿ ಸದಸ್ಯರು, ಅಧ್ಯಕ್ಷ ಪ್ರಭಾಕರ ಪರಶುರಾಮ್, ಎಸ್.ಡಿ.ಎಂ.ಸಿ ಅಧ್ಯಕ್ಷ ಈಶಣ್ಣ ವಿಠಲಪ್ಪ ಮಕ್ಕಳ ಪೋಷಕರು ಸೇರಿದಂತೆ ಮುಂತಾದವರು ಉಪಸ್ಥಿತರಿದ್ದರು. — [717, 406, 928, 720]
body-text: ಇದೇ ಮೊದಲು ಬಾರಿ ಗ್ರಾಮಕ್ಕೆ ಕರಡಿಗಳು ಕಾಣಿಸಿಕೊಂಡಿದ್ದು, ಜಮೀನಿಗೆ ಕೆಲಸಕ್ಕೆ ಹೋಗಿದ್ದ ರೈತನ ಮೇಲೆ ಕರಡಿಯೊಂದು ದಾಳಿ ಮಾಡಿ ರೈತನಿಗೆ ಗಂಭೀರವಾಗಿ ಗಾಯಗಳಾಗಿವೆ. ಗ್ರಾಮಸ್ಥರು ಭಯಭೀತರಾಗಿದ್ದಾರೆ. ಜಮೀನಿಗೆ ಕೆಲಸಕ್ಕೆ ಹೋಗಿದ್ದ ನಾಗಪ್ಪ ಬೆಂಚ್ಚ ಎಂಬ ರೈತನ ಮೇಲೆ ಕರಡಿಯು ದಿಢೀರನೆ ದಾಳಿ ಮಾಡಿದ್ದರಿಂದ ಗಂಭೀರವಾಗಿ ಗಾಯಗೊಂಡಿದ್ದಾನೆ. ಕರಡಿ ದಾಳಿಯಿಂದ ಕಿರುಚಾಡುವುದನ್ನು ನೋಡಿ ಗ್ರಾಮಸ್ಥರು ಕರಡಿಯನ್ನು ಓಡಿಸಿದ್ದಾರೆ. ಕರಡಿ ದಾಳಿಯಿಂದ ಗಂಭೀರವಾಗಿ ಗಾಯವಾಗಿದ್ದು ಗಾಯಾಳುವನ್ನು ಚಿಕಿತ್ಸೆಗಾಗಿ ಆಸ್ಪತ್ರೆಗೆ ದಾಖಲಿಸಲಾಗಿದೆ. — [950, 286, 1235, 441]
page-number: 5 — [1437, 104, 1469, 157]
divider — [40, 1599, 1468, 1601]
byline: ● ಸುದ್ದಿಮೂಲ ವಾರ್ತೆ — [950, 1373, 1053, 1387]
column-rule — [939, 785, 941, 1593]
masthead-date — [1303, 108, 1417, 158]
article-body: ರಾಜಿ ಸಂಧಾನದಲ್ಲಿ ಪಾಲ್ಗೊಂಡ ಕಕ್ಷಿದಾರರಿಗೆ ಸಸಿಗಳನ್ನು ನೀಡಿ ಅಭಿನಂದಿಸಲಾಯಿತು. ರಾಜಿ ಸಂಧಾನದಲ್ಲಿ ಹಲವು ಕೌಟುಂಬಿಕ ಪ್ರಕರಣಗಳು, ಚೆಕ್ ಬೌನ್ಸ್, ಬ್ಯಾಂಕ್ ವಸೂಲಾತಿ, ವಾಹನ ಅಪಘಾತ ಪರಿಹಾರ ಸೇರಿದಂತೆ ಹಲವು ಪ್ರಕರಣಗಳನ್ನು ಇತ್ಯರ್ಥಗೊಳಿಸಲಾಯಿತು. — [478, 2232, 893, 2281]
dateline: ಬಳಗಾನೂರು, ಜು.12: — [1063, 1060, 1177, 1074]
dateline: ರಾಯಚೂರು, ಜು.12: — [134, 1157, 234, 1171]
article-body — [40, 1650, 250, 2014]
dateline: ಬಳ್ಳಾರಿ, ಜು.12: — [344, 2073, 421, 2087]
